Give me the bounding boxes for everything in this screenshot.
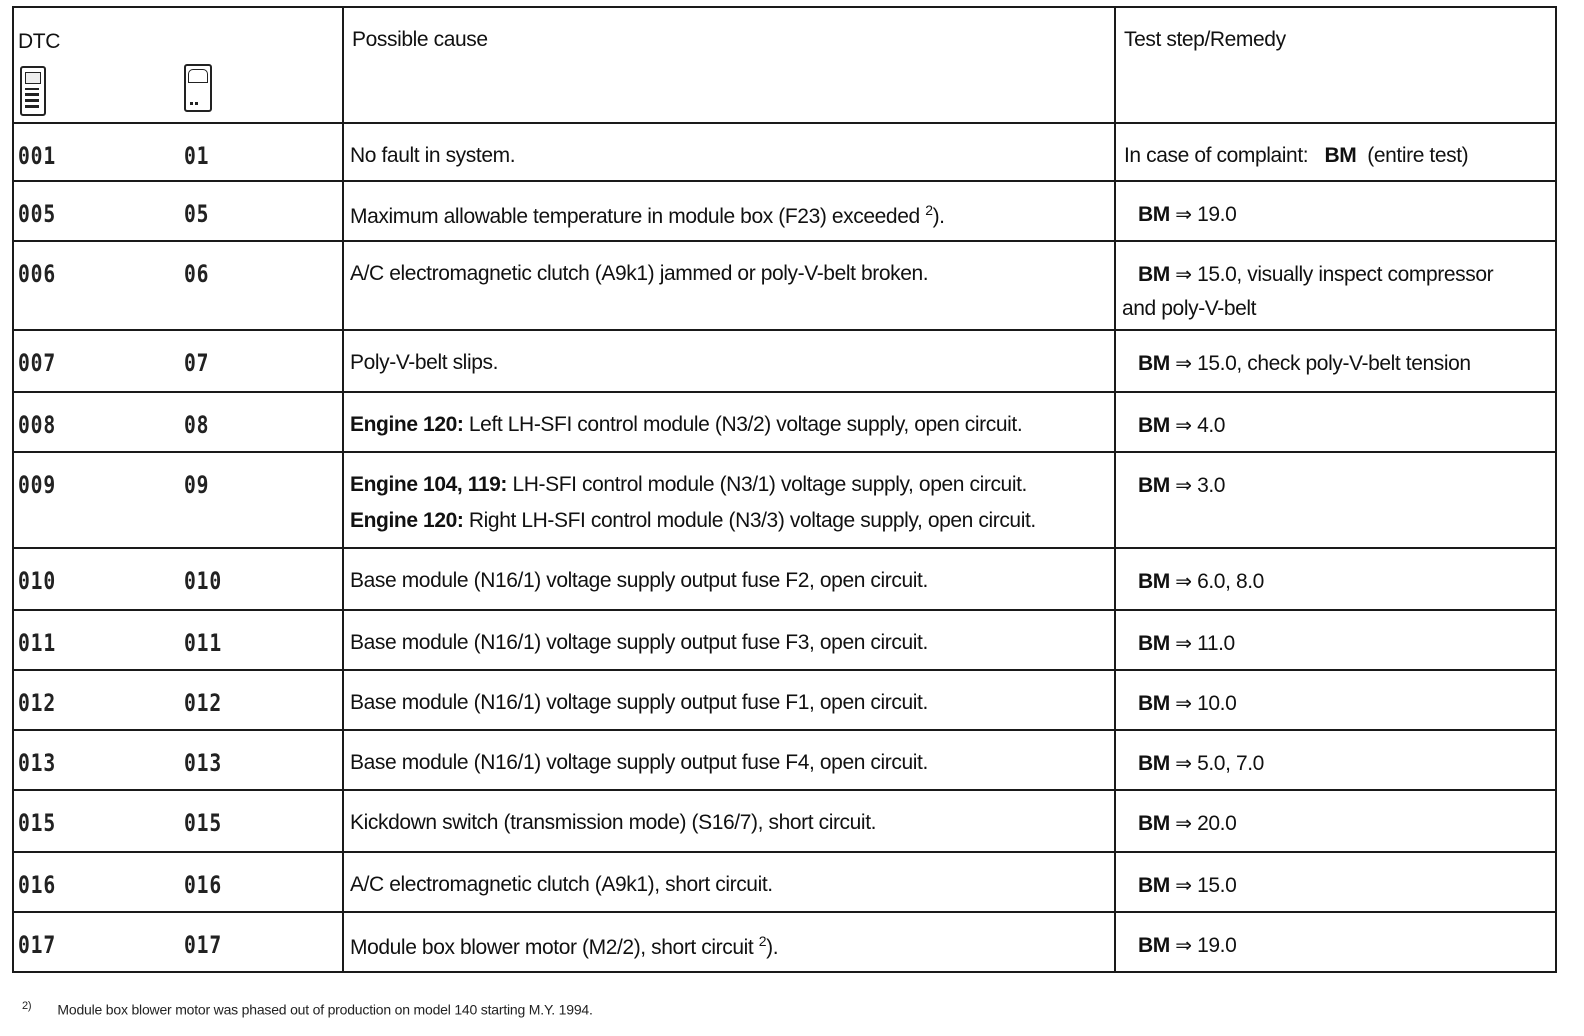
impulse-code: 016	[184, 871, 223, 899]
tester-code: 001	[18, 142, 57, 170]
possible-cause-cell	[343, 392, 1115, 452]
remedy-cell	[1115, 181, 1556, 241]
basic-module-label: BM	[1138, 474, 1170, 497]
dtc-code-cell	[13, 730, 343, 790]
possible-cause-cell	[343, 452, 1115, 548]
possible-cause-cell	[343, 912, 1115, 972]
impulse-code: 011	[184, 629, 223, 657]
dtc-code-cell	[13, 912, 343, 972]
arrow-right-icon: ⇒	[1175, 262, 1192, 286]
basic-module-label: BM	[1138, 570, 1170, 593]
remedy-cell	[1115, 610, 1556, 670]
tester-code: 008	[18, 411, 57, 439]
dtc-code-cell	[13, 852, 343, 912]
remedy-cell	[1115, 730, 1556, 790]
impulse-code: 07	[184, 349, 210, 377]
basic-module-label: BM	[1138, 752, 1170, 775]
dtc-header: DTC	[18, 30, 60, 53]
tester-code: 015	[18, 809, 57, 837]
impulse-counter-icon	[184, 64, 212, 112]
engine-label: Engine 120:	[350, 413, 464, 436]
tester-code: 007	[18, 349, 57, 377]
dtc-table	[12, 6, 1557, 973]
table-row	[13, 548, 1556, 610]
arrow-right-icon: ⇒	[1175, 202, 1192, 226]
basic-module-label: BM	[1324, 144, 1357, 167]
hand-held-tester-icon	[20, 66, 46, 116]
dtc-code-cell	[13, 670, 343, 730]
cause-end: ).	[932, 205, 945, 228]
impulse-code: 012	[184, 689, 223, 717]
dtc-code-cell	[13, 181, 343, 241]
cause-text: No fault in system.	[350, 144, 516, 167]
table-row	[13, 790, 1556, 852]
table-row	[13, 392, 1556, 452]
basic-module-label: BM	[1138, 812, 1170, 835]
arrow-right-icon: ⇒	[1175, 751, 1192, 775]
tester-code: 006	[18, 260, 57, 288]
cause-text: Base module (N16/1) voltage supply output fuse F3, open circuit.	[350, 631, 928, 654]
remedy-text: 20.0	[1197, 812, 1237, 835]
footnote-mark: 2)	[22, 1000, 32, 1012]
table-row	[13, 181, 1556, 241]
remedy-cell	[1115, 670, 1556, 730]
basic-module-label: BM	[1138, 352, 1170, 375]
tester-code: 016	[18, 871, 57, 899]
remedy-text: 3.0	[1197, 474, 1226, 497]
possible-cause-cell	[343, 241, 1115, 330]
cause-end: ).	[766, 936, 779, 959]
dtc-code-cell	[13, 241, 343, 330]
possible-cause-cell	[343, 670, 1115, 730]
tester-code: 012	[18, 689, 57, 717]
dtc-header-cell	[13, 7, 343, 123]
arrow-right-icon: ⇒	[1175, 933, 1192, 957]
possible-cause-cell	[343, 123, 1115, 181]
table-row	[13, 123, 1556, 181]
remedy-cell	[1115, 548, 1556, 610]
dtc-code-cell	[13, 610, 343, 670]
basic-module-label: BM	[1138, 203, 1170, 226]
impulse-code: 08	[184, 411, 210, 439]
table-row	[13, 730, 1556, 790]
cause-text: LH-SFI control module (N3/1) voltage supply, open circuit.	[512, 473, 1027, 496]
tester-code: 013	[18, 749, 57, 777]
basic-module-label: BM	[1138, 934, 1170, 957]
arrow-right-icon: ⇒	[1175, 873, 1192, 897]
arrow-right-icon: ⇒	[1175, 473, 1192, 497]
footnote-ref: 2	[925, 202, 933, 218]
remedy-cell	[1115, 330, 1556, 392]
dtc-code-cell	[13, 790, 343, 852]
table-row	[13, 852, 1556, 912]
remedy-cell	[1115, 392, 1556, 452]
table-row	[13, 610, 1556, 670]
footnote-ref: 2	[758, 933, 767, 949]
tester-code: 005	[18, 200, 57, 228]
engine-label: Engine 120:	[350, 509, 464, 532]
cause-text: Maximum allowable temperature in module box (F23) exceeded	[350, 205, 920, 228]
table-row	[13, 241, 1556, 330]
impulse-code: 09	[184, 471, 210, 499]
cause-text: Base module (N16/1) voltage supply output fuse F2, open circuit.	[350, 569, 928, 592]
cause-header-cell	[343, 7, 1115, 123]
table-row	[13, 452, 1556, 548]
table-row	[13, 670, 1556, 730]
possible-cause-cell	[343, 610, 1115, 670]
basic-module-label: BM	[1138, 263, 1170, 286]
tester-code: 017	[18, 931, 57, 959]
tester-code: 011	[18, 629, 57, 657]
cause-text: Base module (N16/1) voltage supply output fuse F1, open circuit.	[350, 691, 928, 714]
arrow-right-icon: ⇒	[1175, 631, 1192, 655]
remedy-cell	[1115, 912, 1556, 972]
dtc-code-cell	[13, 548, 343, 610]
remedy-cell	[1115, 452, 1556, 548]
impulse-code: 05	[184, 200, 210, 228]
arrow-right-icon: ⇒	[1175, 691, 1192, 715]
possible-cause-cell	[343, 548, 1115, 610]
cause-text: Poly-V-belt slips.	[350, 351, 499, 374]
dtc-code-cell	[13, 123, 343, 181]
remedy-text: 6.0, 8.0	[1197, 570, 1264, 593]
dtc-code-cell	[13, 330, 343, 392]
remedy-cell	[1115, 123, 1556, 181]
dtc-code-cell	[13, 452, 343, 548]
cause-text: A/C electromagnetic clutch (A9k1), short circuit.	[350, 873, 773, 896]
possible-cause-cell	[343, 790, 1115, 852]
remedy-text: 15.0, check poly-V-belt tension	[1197, 352, 1471, 375]
remedy-cell	[1115, 852, 1556, 912]
basic-module-label: BM	[1138, 874, 1170, 897]
cause-text: Left LH-SFI control module (N3/2) voltage supply, open circuit.	[468, 413, 1023, 436]
impulse-code: 01	[184, 142, 210, 170]
cause-text: Base module (N16/1) voltage supply output fuse F4, open circuit.	[350, 751, 928, 774]
remedy-text: 10.0	[1197, 692, 1237, 715]
footnote	[22, 1000, 593, 1018]
remedy-cell	[1115, 790, 1556, 852]
remedy-text: 11.0	[1197, 632, 1235, 655]
remedy-text-line2: and poly-V-belt	[1122, 297, 1257, 320]
cause-text: Right LH-SFI control module (N3/3) voltage supply, open circuit.	[468, 509, 1036, 532]
dtc-code-cell	[13, 392, 343, 452]
remedy-text: 19.0	[1197, 203, 1237, 226]
table-row	[13, 912, 1556, 972]
remedy-text: 15.0, visually inspect compressor	[1197, 263, 1494, 286]
possible-cause-header: Possible cause	[352, 28, 488, 51]
remedy-text: (entire test)	[1367, 144, 1469, 167]
remedy-cell	[1115, 241, 1556, 330]
possible-cause-cell	[343, 852, 1115, 912]
engine-label: Engine 104, 119:	[350, 473, 508, 496]
table-row	[13, 330, 1556, 392]
arrow-right-icon: ⇒	[1175, 811, 1192, 835]
possible-cause-cell	[343, 181, 1115, 241]
table-header-row	[13, 7, 1556, 123]
tester-code: 010	[18, 567, 57, 595]
impulse-code: 015	[184, 809, 223, 837]
impulse-code: 013	[184, 749, 223, 777]
tester-code: 009	[18, 471, 57, 499]
impulse-code: 06	[184, 260, 210, 288]
basic-module-label: BM	[1138, 414, 1170, 437]
impulse-code: 010	[184, 567, 223, 595]
remedy-header-cell	[1115, 7, 1556, 123]
test-step-header: Test step/Remedy	[1124, 28, 1286, 51]
remedy-text: 19.0	[1197, 934, 1237, 957]
cause-text: Module box blower motor (M2/2), short circuit	[350, 936, 754, 959]
cause-text: Kickdown switch (transmission mode) (S16/7), short circuit.	[350, 811, 877, 834]
remedy-text: 4.0	[1197, 414, 1226, 437]
arrow-right-icon: ⇒	[1175, 569, 1192, 593]
basic-module-label: BM	[1138, 692, 1170, 715]
footnote-text: Module box blower motor was phased out of production on model 140 starting M.Y. 1994.	[57, 1001, 593, 1018]
possible-cause-cell	[343, 730, 1115, 790]
possible-cause-cell	[343, 330, 1115, 392]
remedy-prefix: In case of complaint:	[1124, 144, 1309, 167]
remedy-text: 5.0, 7.0	[1197, 752, 1264, 775]
arrow-right-icon: ⇒	[1175, 413, 1192, 437]
basic-module-label: BM	[1138, 632, 1170, 655]
impulse-code: 017	[184, 931, 223, 959]
arrow-right-icon: ⇒	[1175, 351, 1192, 375]
cause-text: A/C electromagnetic clutch (A9k1) jammed or poly-V-belt broken.	[350, 262, 929, 285]
remedy-text: 15.0	[1197, 874, 1237, 897]
